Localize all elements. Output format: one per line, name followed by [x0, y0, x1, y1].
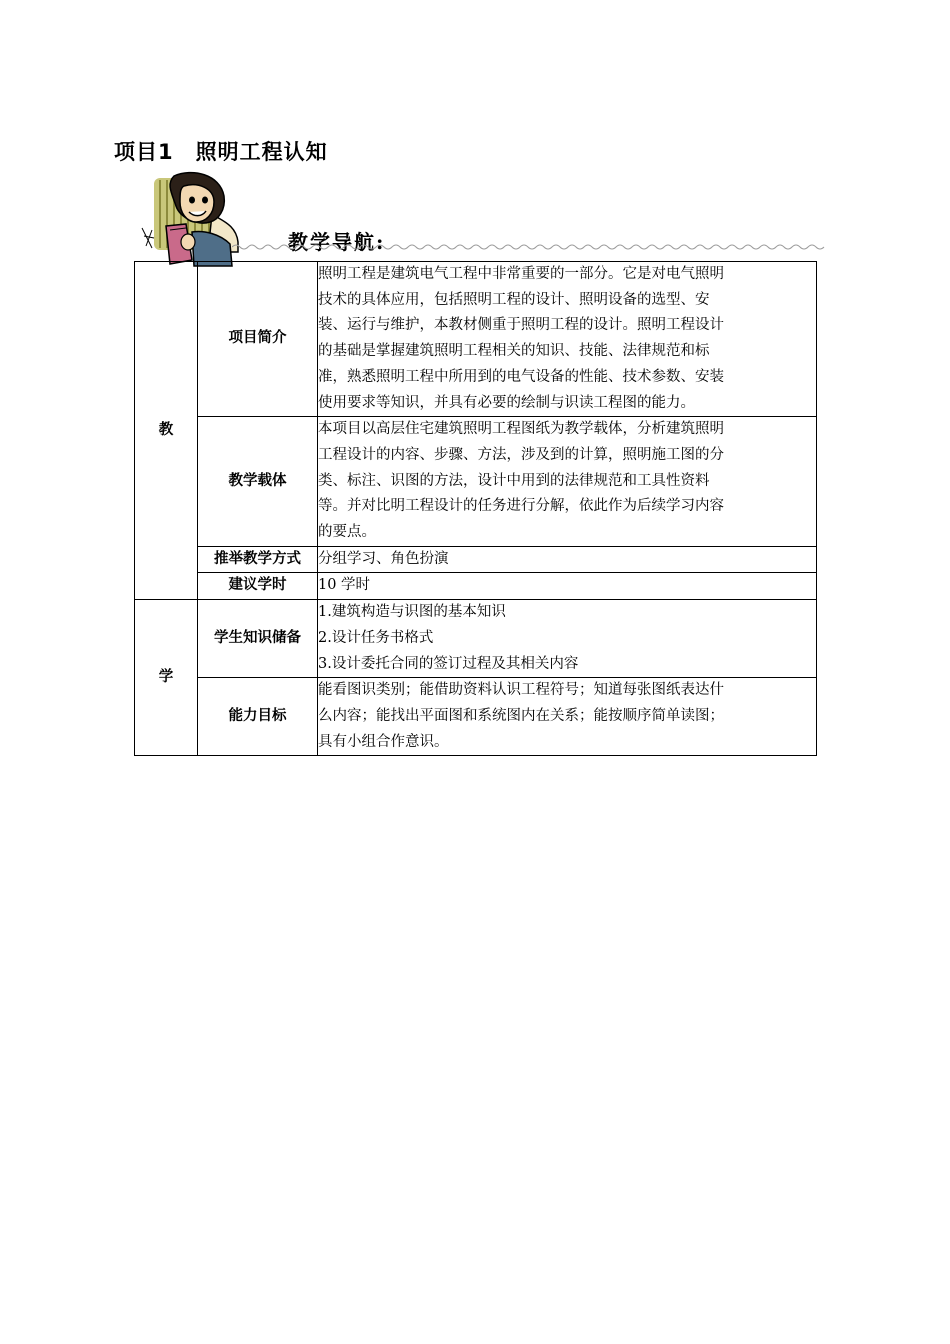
- list-item: 2.设计任务书格式: [318, 629, 434, 646]
- student-knowledge-label: 学生知识储备: [198, 600, 318, 678]
- table-row: [135, 417, 817, 547]
- teacher-illustration: [140, 170, 244, 268]
- table-row: [135, 573, 817, 600]
- table-row: [135, 678, 817, 756]
- project-intro-label: 项目简介: [198, 262, 318, 417]
- table-row: [135, 262, 817, 417]
- table-row: [135, 600, 817, 678]
- wavy-divider: [232, 242, 827, 252]
- suggested-hours-value: 10 学时: [318, 573, 817, 600]
- list-item: 3.设计委托合同的签订过程及其相关内容: [318, 655, 579, 672]
- project-intro-text: 照明工程是建筑电气工程中非常重要的一部分。它是对电气照明 技术的具体应用，包括照明工程的设计、照明设备的选型、安 装、运行与维护，本教材侧重于照明工程的设计。照明工程设计 的基础是掌握建筑照明工程相关的知识、技能、法律规范和标 准，熟悉照明工程中所用到的电气设备的性能、技术参数、安装 使用要求等知识，并具有必要的绘制与识读工程图的能力。: [318, 262, 817, 417]
- ability-goal-text: 能看图识类别；能借助资料认识工程符号；知道每张图纸表达什 么内容；能找出平面图和系统图内在关系；能按顺序简单读图； 具有小组合作意识。: [318, 678, 817, 756]
- teach-label: 教: [135, 262, 198, 600]
- teaching-carrier-label: 教学载体: [198, 417, 318, 547]
- list-item: 1.建筑构造与识图的基本知识: [318, 604, 506, 621]
- learn-label: 学: [135, 600, 198, 756]
- teaching-navigation-table: [134, 261, 817, 756]
- table-row: [135, 546, 817, 573]
- page-title: 项目1 照明工程认知: [114, 140, 328, 164]
- teaching-method-value: 分组学习、角色扮演: [318, 546, 817, 573]
- ability-goal-label: 能力目标: [198, 678, 318, 756]
- student-knowledge-list: [318, 600, 817, 678]
- teaching-carrier-text: 本项目以高层住宅建筑照明工程图纸为教学载体，分析建筑照明 工程设计的内容、步骤、方法，涉及到的计算，照明施工图的分 类、标注、识图的方法，设计中用到的法律规范和工具性资料 等。并对比明工程设计的任务进行分解，依此作为后续学习内容 的要点。: [318, 417, 817, 547]
- suggested-hours-label: 建议学时: [198, 573, 318, 600]
- teaching-navigation-heading: 教学导航:: [288, 230, 386, 254]
- teaching-method-label: 推举教学方式: [198, 546, 318, 573]
